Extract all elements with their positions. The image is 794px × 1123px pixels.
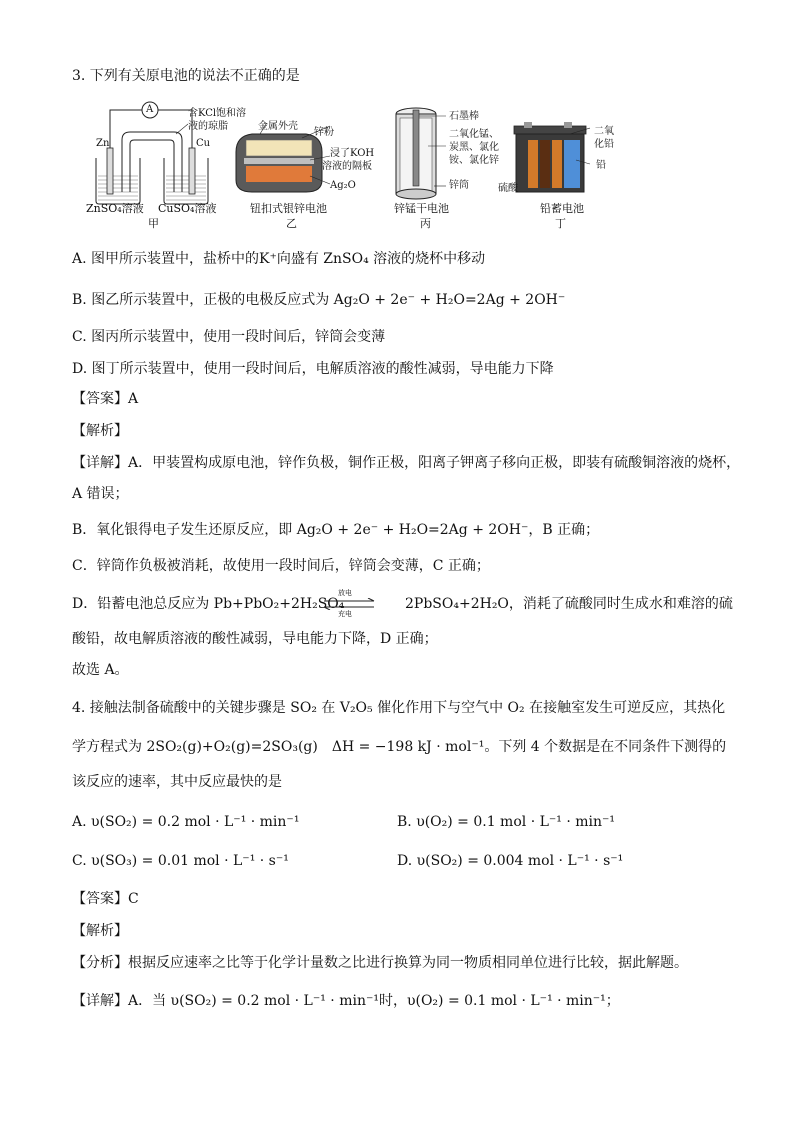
graphite-rod-label: 石墨棒 xyxy=(449,111,479,122)
q4-stem-line3: 该反应的速率，其中反应最快的是 xyxy=(72,774,282,790)
fenxi-text: 根据反应速率之比等于化学计量数之比进行换算为同一物质相同单位进行比较，据此解题。 xyxy=(128,955,688,971)
arrow-top-label: 放电 xyxy=(338,589,352,597)
ammeter-label: A xyxy=(146,104,154,115)
zn-electrode-label: Zn xyxy=(96,138,110,149)
q4-answer-line xyxy=(72,890,139,908)
cuso4-solution-label: CuSO₄溶液 xyxy=(158,202,217,215)
mix-label-3: 铵、氯化锌 xyxy=(449,155,499,166)
q3-detail-d1-pre: D．铅蓄电池总反应为 Pb+PbO₂+2H₂SO₄ xyxy=(72,596,345,612)
q4-option-d: D. υ(SO₂) = 0.004 mol · L⁻¹ · s⁻¹ xyxy=(397,853,624,869)
q3-answer-line xyxy=(72,390,138,408)
figure-ding-lead-battery xyxy=(510,120,590,196)
zinc-can-label: 锌筒 xyxy=(449,180,469,191)
q3-detail-b: B．氧化银得电子发生还原反应，即 Ag₂O + 2e⁻ + H₂O=2Ag + 2OH⁻，B 正确； xyxy=(72,522,600,538)
q4-option-c: C. υ(SO₃) = 0.01 mol · L⁻¹ · s⁻¹ xyxy=(72,853,289,869)
q3-detail-line1 xyxy=(72,454,740,472)
button-cell-name: 钮扣式银锌电池 xyxy=(250,202,327,215)
q3-conclusion: 故选 A。 xyxy=(72,662,129,678)
dry-cell-diagram xyxy=(388,106,448,202)
q3-detail-d2: 酸铅，故电解质溶液的酸性减弱，导电能力下降，D 正确； xyxy=(72,631,438,647)
q3-option-a: A. 图甲所示装置中，盐桥中的K⁺向盛有 ZnSO₄ 溶液的烧杯中移动 xyxy=(72,251,486,267)
figure-ding-caption: 丁 xyxy=(555,217,566,230)
q4-option-a: A. υ(SO₂) = 0.2 mol · L⁻¹ · min⁻¹ xyxy=(72,814,300,830)
pb-label: 铅 xyxy=(596,160,606,171)
ag2o-label: Ag₂O xyxy=(330,180,356,191)
sulfuric-acid-label: 硫酸 xyxy=(498,183,518,194)
figure-yi-caption: 乙 xyxy=(286,217,297,230)
figure-bing-dry-cell xyxy=(388,106,448,202)
answer-value: C xyxy=(128,891,139,907)
salt-bridge-label-2: 液的琼脂 xyxy=(188,121,228,132)
metal-shell-label: 金属外壳 xyxy=(258,121,298,132)
reversible-arrow xyxy=(320,588,378,618)
separator-label-2: 溶液的隔板 xyxy=(322,161,372,172)
q4-detail-a-line xyxy=(72,992,620,1010)
figure-jia-caption: 甲 xyxy=(148,217,159,230)
detail-tag: 【详解】 xyxy=(72,993,128,1009)
q4-stem-line2: 学方程式为 2SO₂(g)+O₂(g)=2SO₃(g) ΔH = −198 kJ · mol⁻¹。下列 4 个数据是在不同条件下测得的 xyxy=(72,739,727,755)
answer-tag: 【答案】 xyxy=(72,891,128,907)
dry-cell-name: 锌锰干电池 xyxy=(394,202,449,215)
answer-value: A xyxy=(128,391,139,407)
q4-stem-line1: 4. 接触法制备硫酸中的关键步骤是 SO₂ 在 V₂O₅ 催化作用下与空气中 O₂ 在接触室发生可逆反应，其热化 xyxy=(72,700,726,716)
q3-analysis-tag: 【解析】 xyxy=(72,423,128,439)
detail-tag: 【详解】 xyxy=(72,455,128,471)
separator-label-1: 浸了KOH xyxy=(330,148,375,159)
detail-a-text: A．当 υ(SO₂) = 0.2 mol · L⁻¹ · min⁻¹时，υ(O₂) = 0.1 mol · L⁻¹ · min⁻¹； xyxy=(128,993,620,1009)
mix-label-2: 炭黑、氯化 xyxy=(449,142,499,153)
mix-label-1: 二氧化锰、 xyxy=(449,129,499,140)
q4-option-b: B. υ(O₂) = 0.1 mol · L⁻¹ · min⁻¹ xyxy=(397,814,616,830)
q3-detail-d1-post: 2PbSO₄+2H₂O，消耗了硫酸同时生成水和难溶的硫 xyxy=(405,596,733,612)
answer-tag: 【答案】 xyxy=(72,391,128,407)
q3-stem: 3. 下列有关原电池的说法不正确的是 xyxy=(72,68,300,84)
q3-detail-line2: A 错误； xyxy=(72,486,129,502)
q3-detail-c: C．锌筒作负极被消耗，故使用一段时间后，锌筒会变薄，C 正确； xyxy=(72,558,490,574)
figure-bing-caption: 丙 xyxy=(420,217,431,230)
q3-option-d: D. 图丁所示装置中，使用一段时间后，电解质溶液的酸性减弱，导电能力下降 xyxy=(72,361,554,377)
lead-battery-diagram xyxy=(510,120,590,196)
q4-fenxi-line xyxy=(72,954,688,972)
pbo2-label-2: 化铅 xyxy=(594,139,614,150)
q3-option-c: C. 图丙所示装置中，使用一段时间后，锌筒会变薄 xyxy=(72,329,386,345)
q4-analysis-tag: 【解析】 xyxy=(72,923,128,939)
q3-option-b: B. 图乙所示装置中，正极的电极反应式为 Ag₂O + 2e⁻ + H₂O=2Ag + 2OH⁻ xyxy=(72,292,566,308)
fenxi-tag: 【分析】 xyxy=(72,955,128,971)
figure-jia-galvanic-cell xyxy=(88,96,247,216)
salt-bridge-label-1: 含KCl饱和溶 xyxy=(188,108,247,119)
lead-battery-name: 铅蓄电池 xyxy=(540,202,584,215)
zinc-powder-label: 锌粉 xyxy=(314,127,334,138)
pbo2-label-1: 二氧 xyxy=(594,126,614,137)
arrow-bottom-label: 充电 xyxy=(338,610,352,618)
cu-electrode-label: Cu xyxy=(196,138,211,149)
detail-text: A．甲装置构成原电池，锌作负极，铜作正极，阳离子钾离子移向正极，即装有硫酸铜溶液的烧杯， xyxy=(128,455,741,471)
znso4-solution-label: ZnSO₄溶液 xyxy=(86,202,144,215)
